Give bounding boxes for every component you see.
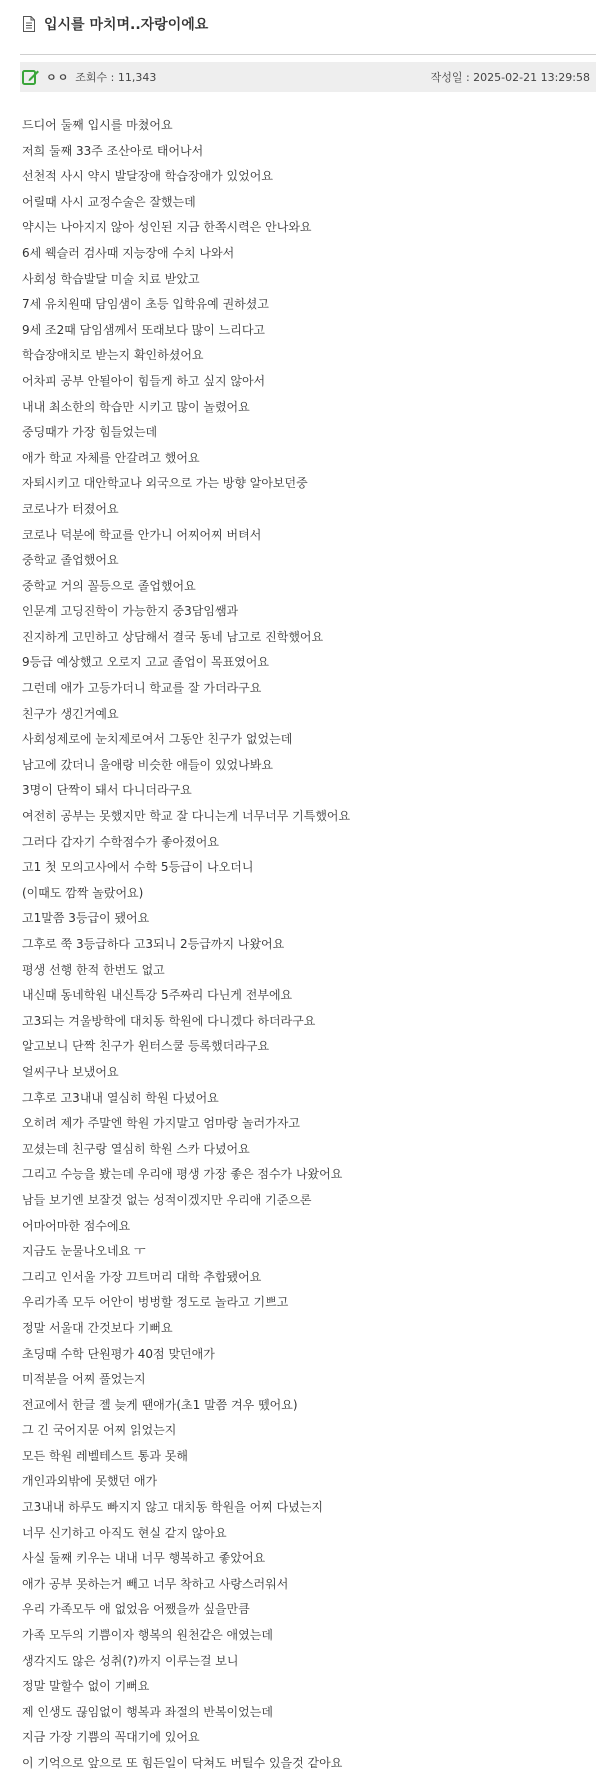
body-line: 약시는 나아지지 않아 성인된 지금 한쪽시력은 안나와요 (22, 220, 312, 235)
body-line: 정말 서울대 간것보다 기뻐요 (22, 1320, 173, 1335)
view-count: 조회수 : 11,343 (75, 71, 157, 84)
body-line: 중학교 졸업했어요 (22, 553, 119, 568)
body-line: 선천적 사시 약시 발달장애 학습장애가 있었어요 (22, 169, 273, 184)
post-meta-left (22, 68, 156, 86)
body-line: 어마어마한 점수에요 (22, 1218, 131, 1233)
body-line: 사실 둘째 키우는 내내 너무 행복하고 좋았어요 (22, 1551, 266, 1566)
body-line: 자퇴시키고 대안학교나 외국으로 가는 방향 알아보던중 (22, 476, 308, 491)
post-body (22, 113, 592, 1777)
body-line: 가족 모두의 기쁨이자 행복의 원천같은 애였는데 (22, 1628, 273, 1643)
body-line: 너무 신기하고 아직도 현실 같지 않아요 (22, 1525, 227, 1540)
body-line: 여전히 공부는 못했지만 학교 잘 다니는게 너무너무 기특했어요 (22, 809, 351, 824)
body-line: 고1 첫 모의고사에서 수학 5등급이 나오더니 (22, 860, 254, 875)
body-line: 개인과외밖에 못했던 애가 (22, 1474, 158, 1489)
body-line: 9세 조2때 담임샘께서 또래보다 많이 느리다고 (22, 322, 265, 337)
body-line: 남고에 갔더니 울애랑 비슷한 애들이 있었나봐요 (22, 757, 273, 772)
body-line: 코로나 덕분에 학교를 안가니 어찌어찌 버텨서 (22, 527, 262, 542)
body-line: 얼씨구나 보냈어요 (22, 1064, 119, 1079)
body-line: 인문계 고딩진학이 가능한지 중3담임쌤과 (22, 604, 239, 619)
post-header (22, 12, 592, 36)
document-icon (22, 16, 36, 32)
body-line: 6세 웩슬러 검사때 지능장애 수치 나와서 (22, 245, 235, 260)
body-line: 지금 가장 기쁨의 꼭대기에 있어요 (22, 1730, 200, 1745)
author-name[interactable]: ㅇㅇ (46, 71, 70, 84)
body-line: 그리고 인서울 가장 끄트머리 대학 추합됐어요 (22, 1269, 262, 1284)
body-line: 중학교 거의 꼴등으로 졸업했어요 (22, 578, 196, 593)
edit-icon (22, 68, 40, 86)
body-line: 그리고 수능을 봤는데 우리애 평생 가장 좋은 점수가 나왔어요 (22, 1167, 343, 1182)
body-line: 우리가족 모두 어안이 벙벙할 정도로 놀라고 기쁘고 (22, 1295, 289, 1310)
post-title: 입시를 마치며..자랑이에요 (44, 17, 209, 33)
body-line: 모든 학원 레벨테스트 통과 못해 (22, 1448, 188, 1463)
body-line: 애가 학교 자체를 안갈려고 했어요 (22, 450, 200, 465)
body-line: 학습장애치로 받는지 확인하셨어요 (22, 348, 204, 363)
body-line: 정말 말할수 없이 기뻐요 (22, 1679, 150, 1694)
body-line: 애가 공부 못하는거 빼고 너무 착하고 사랑스러워서 (22, 1576, 289, 1591)
body-line: 그런데 애가 고등가더니 학교를 잘 가더라구요 (22, 681, 262, 696)
post-date: 작성일 : 2025-02-21 13:29:58 (430, 71, 590, 84)
body-line: 지금도 눈물나오네요 ㅜ (22, 1244, 146, 1259)
body-line: 사회성제로에 눈치제로여서 그동안 친구가 없었는데 (22, 732, 293, 747)
body-line: 평생 선행 한적 한번도 없고 (22, 962, 165, 977)
body-line: 미적분을 어찌 풀었는지 (22, 1372, 146, 1387)
body-line: 진지하게 고민하고 상담해서 결국 동네 남고로 진학했어요 (22, 629, 324, 644)
body-line: 7세 유치원때 담임샘이 초등 입학유예 권하셨고 (22, 297, 269, 312)
body-line: (이때도 깜짝 놀랐어요) (22, 885, 144, 900)
body-line: 고3내내 하루도 빠지지 않고 대치동 학원을 어찌 다녔는지 (22, 1500, 323, 1515)
body-line: 드디어 둘째 입시를 마쳤어요 (22, 118, 173, 132)
body-line: 그후로 고3내내 열심히 학원 다녔어요 (22, 1090, 219, 1105)
divider (20, 54, 596, 55)
body-line: 이 기억으로 앞으로 또 힘든일이 닥쳐도 버틸수 있을것 같아요 (22, 1756, 343, 1770)
body-line: 저희 둘째 33주 조산아로 태어나서 (22, 143, 204, 158)
body-line: 어차피 공부 안될아이 힘들게 하고 싶지 않아서 (22, 373, 266, 388)
body-line: 초딩때 수학 단원평가 40점 맞던애가 (22, 1346, 215, 1361)
body-line: 내내 최소한의 학습만 시키고 많이 놀렸어요 (22, 399, 250, 414)
body-line: 남들 보기엔 보잘것 없는 성적이겠지만 우리애 기준으론 (22, 1192, 312, 1207)
post-info-bar (20, 62, 596, 92)
body-line: 친구가 생긴거예요 (22, 706, 119, 721)
body-line: 생각지도 않은 성취(?)까지 이루는걸 보니 (22, 1653, 239, 1668)
body-line: 고1말쯤 3등급이 됐어요 (22, 911, 150, 926)
body-line: 제 인생도 끊임없이 행복과 좌절의 반복이었는데 (22, 1704, 273, 1719)
body-line: 오히려 제가 주말엔 학원 가지말고 엄마랑 놀러가자고 (22, 1116, 300, 1131)
body-line: 알고보니 단짝 친구가 윈터스쿨 등록했더라구요 (22, 1039, 270, 1054)
body-line: 사회성 학습발달 미술 치료 받았고 (22, 271, 200, 286)
body-line: 9등급 예상했고 오로지 고교 졸업이 목표였어요 (22, 655, 269, 670)
body-line: 어릴때 사시 교정수술은 잘했는데 (22, 194, 196, 209)
body-line: 3명이 단짝이 돼서 다니더라구요 (22, 783, 192, 798)
body-line: 그후로 쭉 3등급하다 고3되니 2등급까지 나왔어요 (22, 937, 285, 951)
body-line: 전교에서 한글 젤 늦게 땐애가(초1 말쯤 겨우 뗐어요) (22, 1397, 298, 1412)
body-line: 내신때 동네학원 내신특강 5주짜리 다닌게 전부에요 (22, 988, 293, 1003)
body-line: 중딩때가 가장 힘들었는데 (22, 425, 158, 440)
body-line: 그러다 갑자기 수학점수가 좋아졌어요 (22, 834, 219, 849)
body-line: 그 긴 국어지문 어찌 읽었는지 (22, 1423, 177, 1438)
body-line: 우리 가족모두 애 없었음 어쨌을까 싶을만큼 (22, 1602, 250, 1617)
body-line: 꼬셨는데 친구랑 열심히 학원 스카 다녔어요 (22, 1141, 250, 1156)
body-line: 고3되는 겨울방학에 대치동 학원에 다니겠다 하더라구요 (22, 1013, 316, 1028)
body-line: 코로나가 터졌어요 (22, 501, 119, 516)
